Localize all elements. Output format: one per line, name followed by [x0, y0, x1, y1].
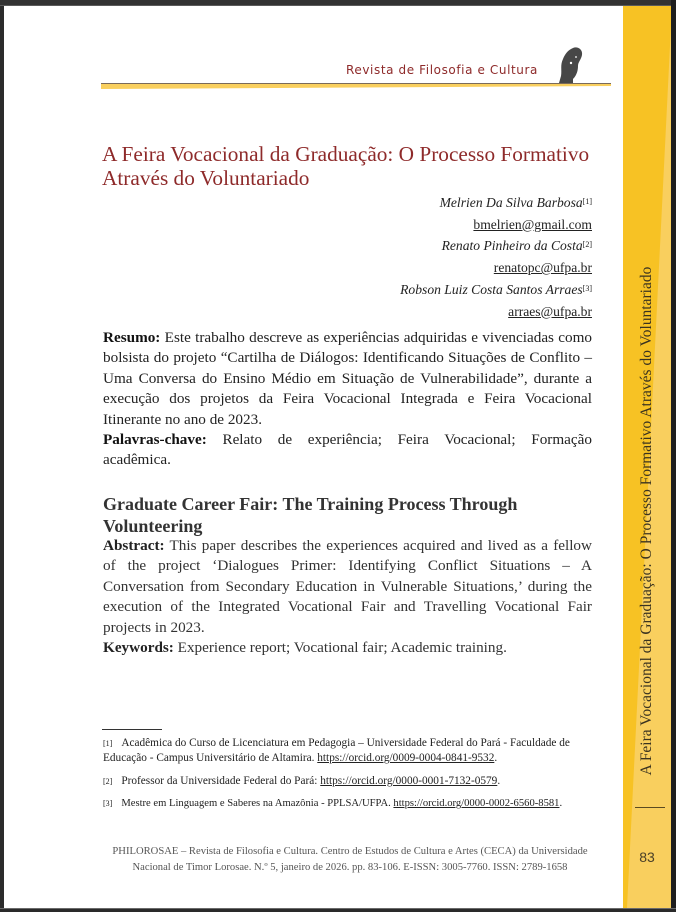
keywords-text: Experience report; Vocational fair; Academic training. [177, 639, 507, 657]
author-name: Renato Pinheiro da Costa[2] [441, 238, 592, 254]
thinker-silhouette-icon [557, 46, 587, 84]
document-page [4, 6, 671, 908]
abstract-text: This paper describes the experiences acquired and lived as a fellow of the project ‘Dialogues Primer: Identifying Conflict Situations – A Conversation from Secondary Education in Vulnerable Situations,’ during the execution of the Integrated Vocational Fair and Travelling Vocational Fair projects in 2023. [103, 537, 592, 636]
footnote-item: [2] Professor da Universidade Federal do Pará: https://orcid.org/0000-0001-7132-0579. [103, 774, 501, 787]
viewer-right-frame [671, 0, 676, 912]
orcid-link[interactable]: https://orcid.org/0009-0004-0841-9532 [317, 752, 495, 765]
side-band [623, 6, 671, 908]
running-title: A Feira Vocacional da Graduação: O Processo Formativo Através do Voluntariado [638, 266, 655, 776]
journal-name: Revista de Filosofia e Cultura [345, 63, 538, 77]
side-rule [635, 807, 665, 808]
footnote-item: [1] Acadêmica do Curso de Licenciatura em Pedagogia – Universidade Federal do Pará - Faculdade de Educação - Campus Universitário de Altamira. https://orcid.org/0009-0004-0841-9532. [103, 737, 570, 765]
footnotes [103, 736, 598, 819]
palavras-chave-text: Relato de experiência; Feira Vocacional; Formação acadêmica. [103, 431, 592, 469]
footer-line: Nacional de Timor Lorosae. N.º 5, janeiro de 2026. pp. 83-106. E-ISSN: 3005-7760. ISSN: 2789-1658 [132, 861, 568, 873]
footer-line: PHILOROSAE – Revista de Filosofia e Cultura. Centro de Estudos de Cultura e Artes (CECA) da Universidade [112, 846, 588, 857]
article-title-english: Graduate Career Fair: The Training Process Through Volunteering [103, 494, 518, 536]
abstract-label: Abstract: [103, 537, 165, 554]
orcid-link[interactable]: https://orcid.org/0000-0001-7132-0579 [320, 774, 498, 787]
author-email-link[interactable]: arraes@ufpa.br [508, 303, 592, 319]
footnote-item: [3] Mestre em Linguagem e Saberes na Amazônia - PPLSA/UFPA. https://orcid.org/0000-0002-6560-8581. [103, 798, 563, 810]
palavras-chave-label: Palavras-chave: [103, 431, 207, 449]
header-band [101, 84, 611, 89]
page-number: 83 [639, 849, 655, 865]
author-name: Melrien Da Silva Barbosa[1] [439, 195, 592, 210]
resumo-label: Resumo: [103, 329, 161, 346]
viewer-bottom-frame [0, 908, 676, 912]
author-email-link[interactable]: bmelrien@gmail.com [473, 216, 592, 232]
page-footer [103, 844, 597, 875]
resumo-text: Este trabalho descreve as experiências adquiridas e vivenciadas como bolsista do projeto “Cartilha de Diálogos: Identificando Situações de Conflito – Uma Conversa do Ensino Médio em Situação de Vulnerabilidade”, durante a execução dos projetos da Feira Vocacional Integrada e Feira Vocacional Itinerante no ano de 2023. [103, 329, 592, 428]
footnote-divider [102, 729, 162, 730]
keywords-label: Keywords: [103, 639, 174, 657]
orcid-link[interactable]: https://orcid.org/0000-0002-6560-8581 [393, 798, 560, 810]
resumo-section [103, 328, 592, 471]
abstract-section [103, 536, 592, 658]
author-list [400, 192, 592, 322]
author-name: Robson Luiz Costa Santos Arraes[3] [400, 281, 592, 297]
author-email-link[interactable]: renatopc@ufpa.br [493, 260, 592, 276]
article-title: A Feira Vocacional da Graduação: O Processo Formativo Através do Voluntariado [102, 142, 590, 190]
